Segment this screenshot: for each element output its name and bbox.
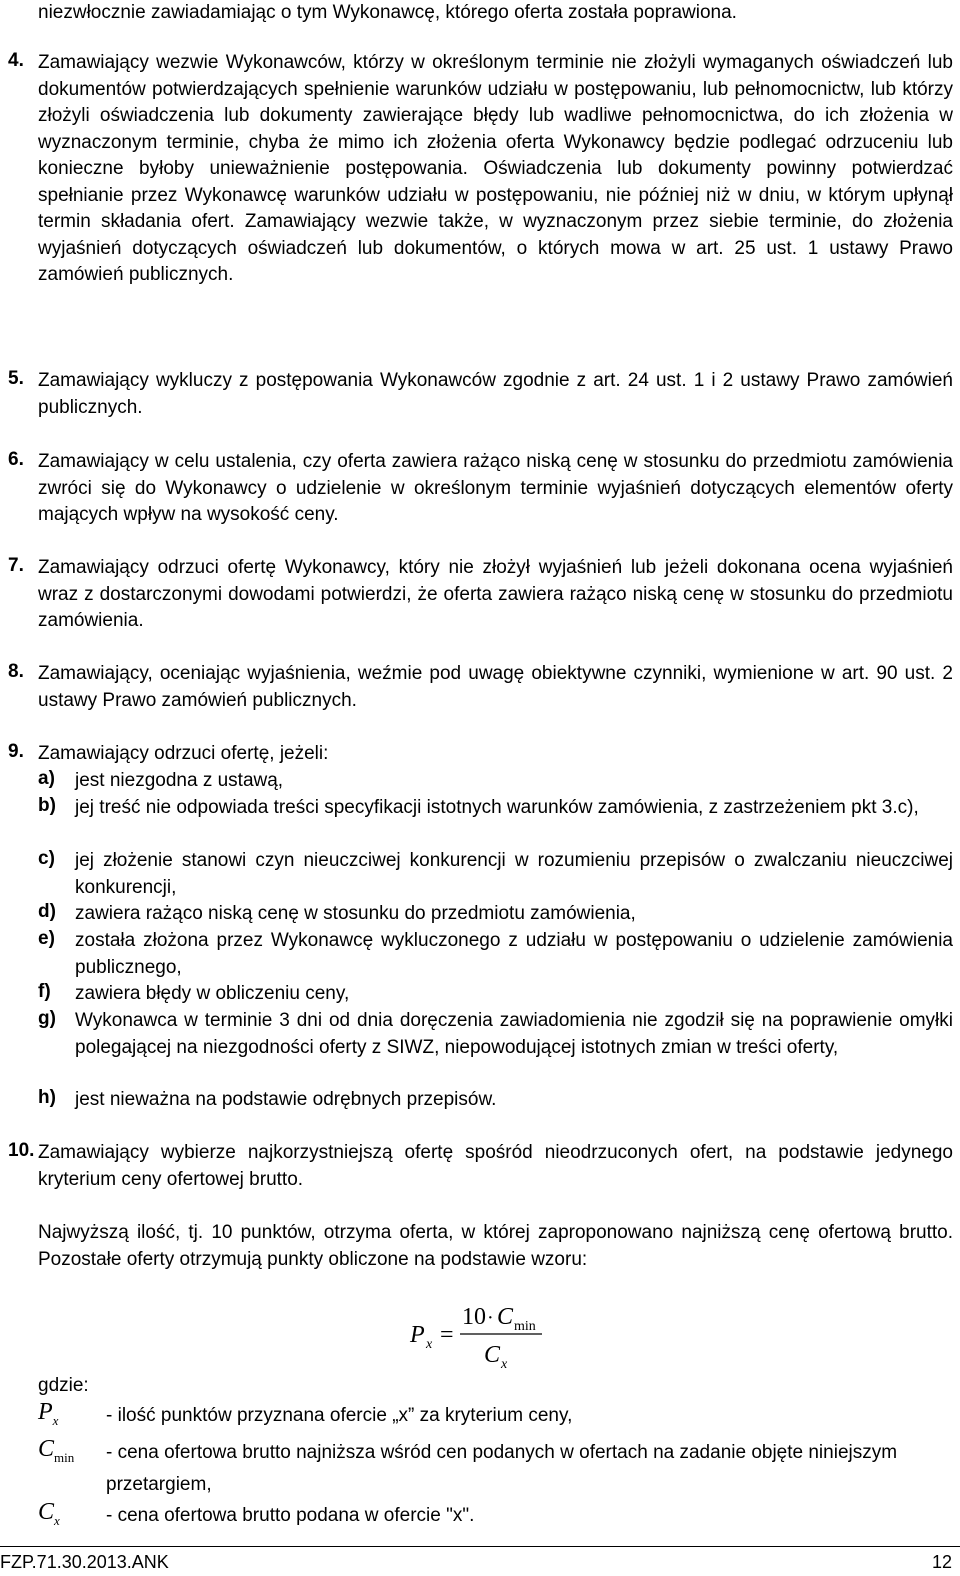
sub-item-text: zawiera rażąco niską cenę w stosunku do przedmiotu zamówienia,	[75, 903, 636, 924]
sub-item-label: f)	[38, 981, 51, 1002]
points-formula	[408, 1298, 568, 1378]
definition-text: - cena ofertowa brutto najniższa wśród cen podanych w ofertach na zadanie objęte niniejszym przetargiem,	[106, 1442, 898, 1495]
formula-lhs: P	[410, 1322, 425, 1348]
sub-item-label: e)	[38, 928, 55, 949]
footer-doc-id: FZP.71.30.2013.ANK	[0, 1552, 169, 1572]
item-text: Zamawiający odrzuci ofertę, jeżeli:	[38, 743, 329, 764]
formula-equals: =	[440, 1322, 454, 1348]
sub-item-label: h)	[38, 1087, 56, 1108]
item-number: 5.	[8, 368, 24, 389]
item-number: 10.	[8, 1140, 35, 1161]
formula-num-sub: min	[514, 1319, 536, 1334]
item-text: Zamawiający wybierze najkorzystniejszą ofertę spośród nieodrzuconych ofert, na podstawie jedynego kryterium ceny ofertowej brutto.	[38, 1142, 953, 1190]
sub-item-text: Wykonawca w terminie 3 dni od dnia doręczenia zawiadomienia nie zgodził się na poprawienie omyłki polegającej na niezgodności oferty z SIWZ, niepowodującej istotnych zmian w treści oferty,	[75, 1010, 953, 1058]
sub-item-text: jest nieważna na podstawie odrębnych przepisów.	[75, 1089, 497, 1110]
sub-item-text: jej złożenie stanowi czyn nieuczciwej konkurencji w rozumieniu przepisów o zwalczaniu nieuczciwej konkurencji,	[75, 850, 953, 898]
item-text: Zamawiający w celu ustalenia, czy oferta zawiera rażąco niską cenę w stosunku do przedmiotu zamówienia zwróci się do Wykonawcy o udzielenie w określonym terminie wyjaśnień dotyczących elementów oferty mających wpływ na wysokość ceny.	[38, 451, 953, 525]
formula-lhs-sub: x	[426, 1337, 433, 1352]
sub-item-label: a)	[38, 768, 55, 789]
formula-den-var: C	[484, 1342, 501, 1368]
symbol: $C_x$	[38, 1499, 60, 1528]
sub-item-text: jest niezgodna z ustawą,	[75, 770, 284, 791]
page-number: 12	[931, 1552, 952, 1572]
item-number: 7.	[8, 555, 24, 576]
item-text: Zamawiający wykluczy z postępowania Wykonawców zgodnie z art. 24 ust. 1 i 2 ustawy Prawo zamówień publicznych.	[38, 370, 953, 418]
definition-text: - ilość punktów przyznana ofercie „x” za kryterium ceny,	[106, 1405, 573, 1426]
formula-coef: 10	[462, 1304, 486, 1330]
formula-dot: ·	[487, 1307, 494, 1329]
definition-text: - cena ofertowa brutto podana w ofercie "x".	[106, 1505, 475, 1526]
item-number: 4.	[8, 50, 24, 71]
intro-line: niezwłocznie zawiadamiając o tym Wykonawcę, którego oferta została poprawiona.	[38, 2, 737, 23]
scoring-paragraph: Najwyższą ilość, tj. 10 punktów, otrzyma oferta, w której zaproponowano najniższą cenę ofertową brutto. Pozostałe oferty otrzymują punkty obliczone na podstawie wzoru:	[38, 1222, 953, 1270]
sub-item-label: c)	[38, 848, 55, 869]
sub-item-label: d)	[38, 901, 56, 922]
formula-num-var: C	[497, 1304, 514, 1330]
item-text: Zamawiający, oceniając wyjaśnienia, weźmie pod uwagę obiektywne czynniki, wymienione w art. 90 ust. 2 ustawy Prawo zamówień publicznych.	[38, 663, 953, 711]
item-text: Zamawiający odrzuci ofertę Wykonawcy, który nie złożył wyjaśnień lub jeżeli dokonana ocena wyjaśnień wraz z dostarczonymi dowodami potwierdzi, że oferta zawiera rażąco niską cenę w stosunku do przedmiotu zamówienia.	[38, 557, 953, 631]
sub-item-text: jej treść nie odpowiada treści specyfikacji istotnych warunków zamówienia, z zastrzeżeniem pkt 3.c),	[75, 797, 919, 818]
item-text: Zamawiający wezwie Wykonawców, którzy w określonym terminie nie złożyli wymaganych oświadczeń lub dokumentów potwierdzających spełnienie warunków udziału w postępowaniu, lub pełnomocnictw, lub którzy złożyli oświadczenia lub dokumenty zawierające błędy lub wadliwe pełnomocnictwa, do ich złożenia w wyznaczonym terminie, chyba że mimo ich złożenia oferta Wykonawcy będzie podlegać odrzuceniu lub konieczne byłoby unieważnienie postępowania. Oświadczenia lub dokumenty powinny potwierdzać spełnianie przez Wykonawcę warunków udziału w postępowaniu, nie później niż w dniu, w którym upłynął termin składania ofert. Zamawiający wezwie także, w wyznaczonym przez siebie terminie, do złożenia wyjaśnień dotyczących oświadczeń lub dokumentów, o których mowa w art. 25 ust. 1 ustawy Prawo zamówień publicznych.	[38, 52, 953, 285]
item-number: 6.	[8, 449, 24, 470]
footer-divider	[0, 1546, 960, 1547]
symbol: $C_{min}$	[38, 1436, 75, 1465]
where-label: gdzie:	[38, 1375, 89, 1396]
item-number: 8.	[8, 661, 24, 682]
item-number: 9.	[8, 741, 24, 762]
sub-item-text: została złożona przez Wykonawcę wykluczonego z udziału w postępowaniu o udzielenie zamówienia publicznego,	[75, 930, 953, 978]
sub-item-label: b)	[38, 795, 56, 816]
sub-item-label: g)	[38, 1008, 56, 1029]
formula-den-sub: x	[501, 1357, 508, 1372]
symbol: $P_x$	[38, 1399, 59, 1428]
sub-item-text: zawiera błędy w obliczeniu ceny,	[75, 983, 350, 1004]
